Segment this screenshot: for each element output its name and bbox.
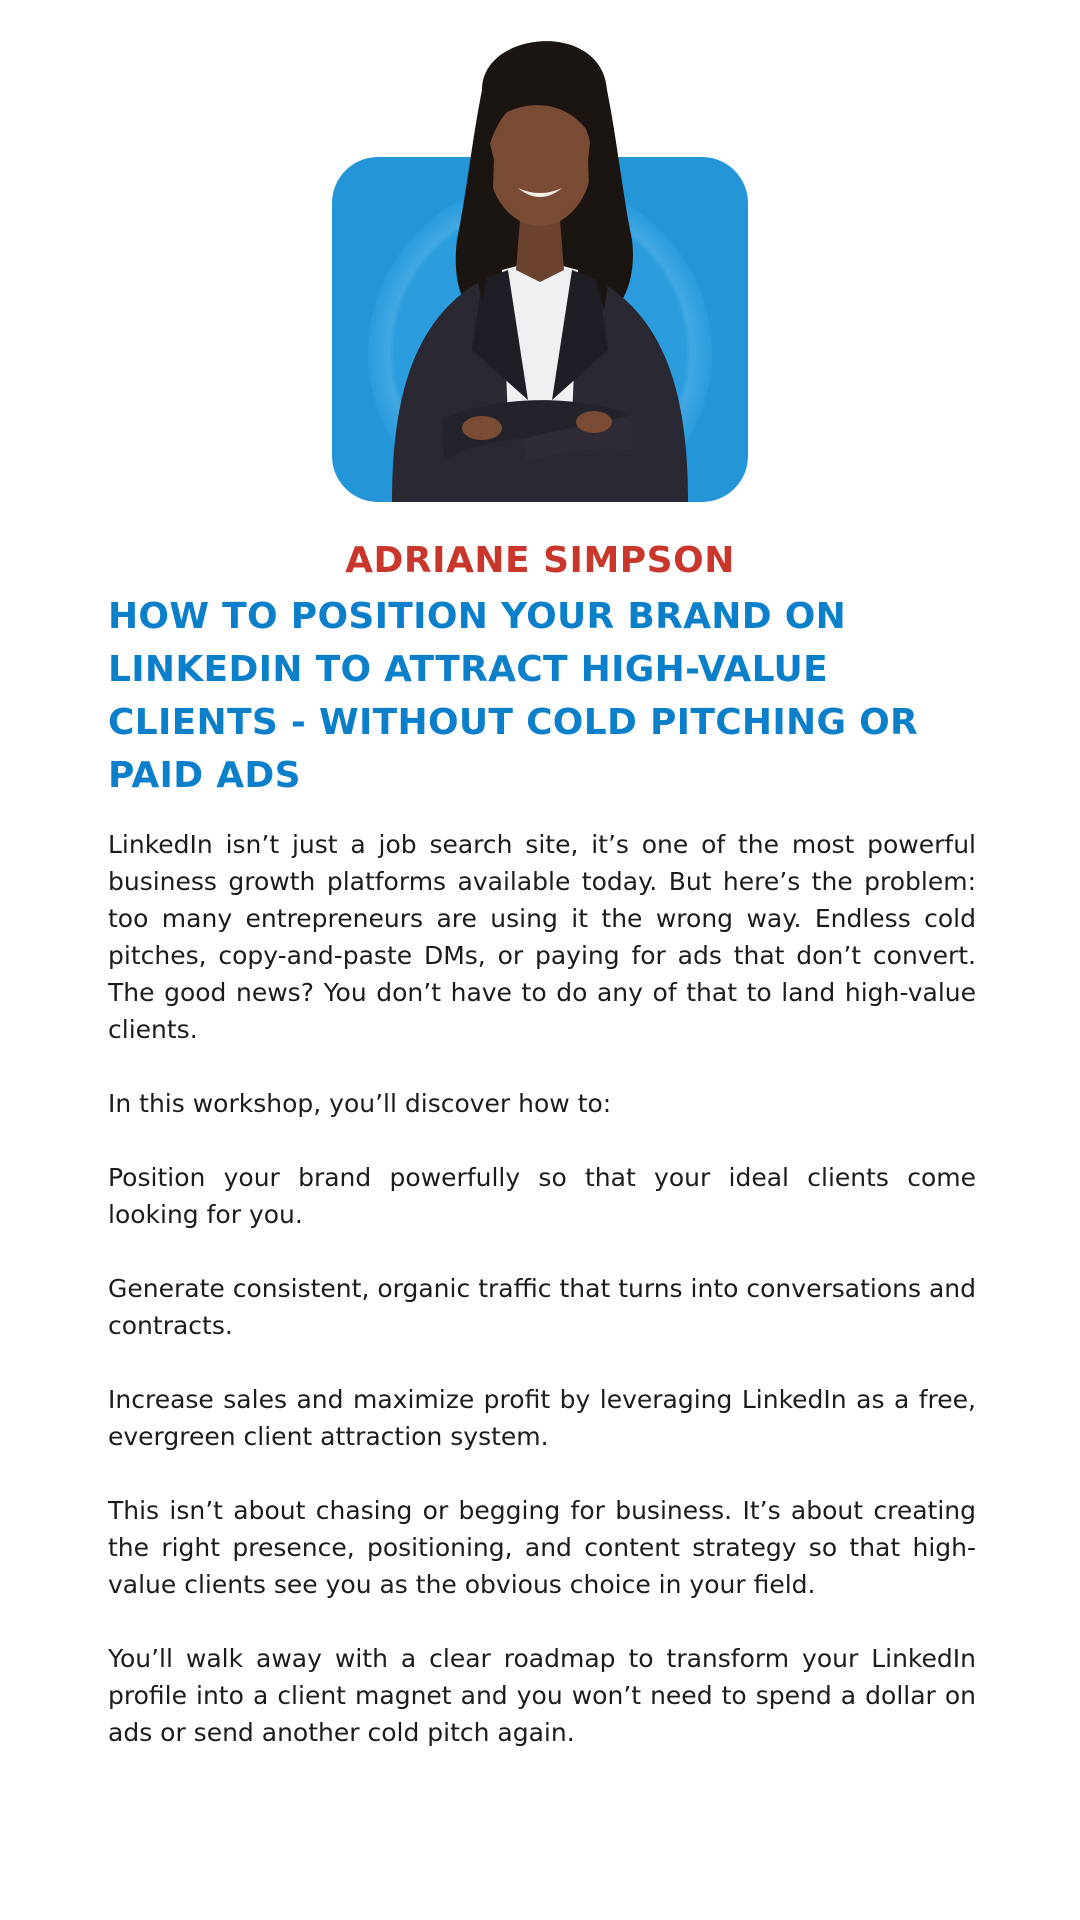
speaker-name: ADRIANE SIMPSON xyxy=(345,540,735,581)
closing-paragraph: This isn’t about chasing or begging for business. It’s about creating the right presence, positioning, and content strategy so that high-value clients see you as the obvious choice in your field. xyxy=(108,1496,976,1599)
benefit-point: Generate consistent, organic traffic that turns into conversations and contracts. xyxy=(108,1274,976,1340)
intro-paragraph: LinkedIn isn’t just a job search site, it’s one of the most powerful business growth platforms available today. But here’s the problem: too many entrepreneurs are using it the wrong way. Endless cold pitches, copy-and-paste DMs, or paying for ads that don’t convert. The good news? You don’t have to do any of that to land high-value clients. xyxy=(108,830,976,1044)
speaker-photo xyxy=(332,20,748,502)
speaker-portrait xyxy=(332,20,748,502)
benefit-point: Increase sales and maximize profit by leveraging LinkedIn as a free, evergreen client attraction system. xyxy=(108,1385,976,1451)
workshop-title: HOW TO POSITION YOUR BRAND ON LINKEDIN TO ATTRACT HIGH-VALUE CLIENTS - WITHOUT COLD PITCHING OR PAID ADS xyxy=(108,596,919,796)
lead-in-paragraph: In this workshop, you’ll discover how to: xyxy=(108,1089,612,1118)
workshop-description xyxy=(108,826,976,1788)
closing-paragraph: You’ll walk away with a clear roadmap to transform your LinkedIn profile into a client magnet and you won’t need to spend a dollar on ads or send another cold pitch again. xyxy=(108,1644,976,1747)
benefit-point: Position your brand powerfully so that your ideal clients come looking for you. xyxy=(108,1163,976,1229)
